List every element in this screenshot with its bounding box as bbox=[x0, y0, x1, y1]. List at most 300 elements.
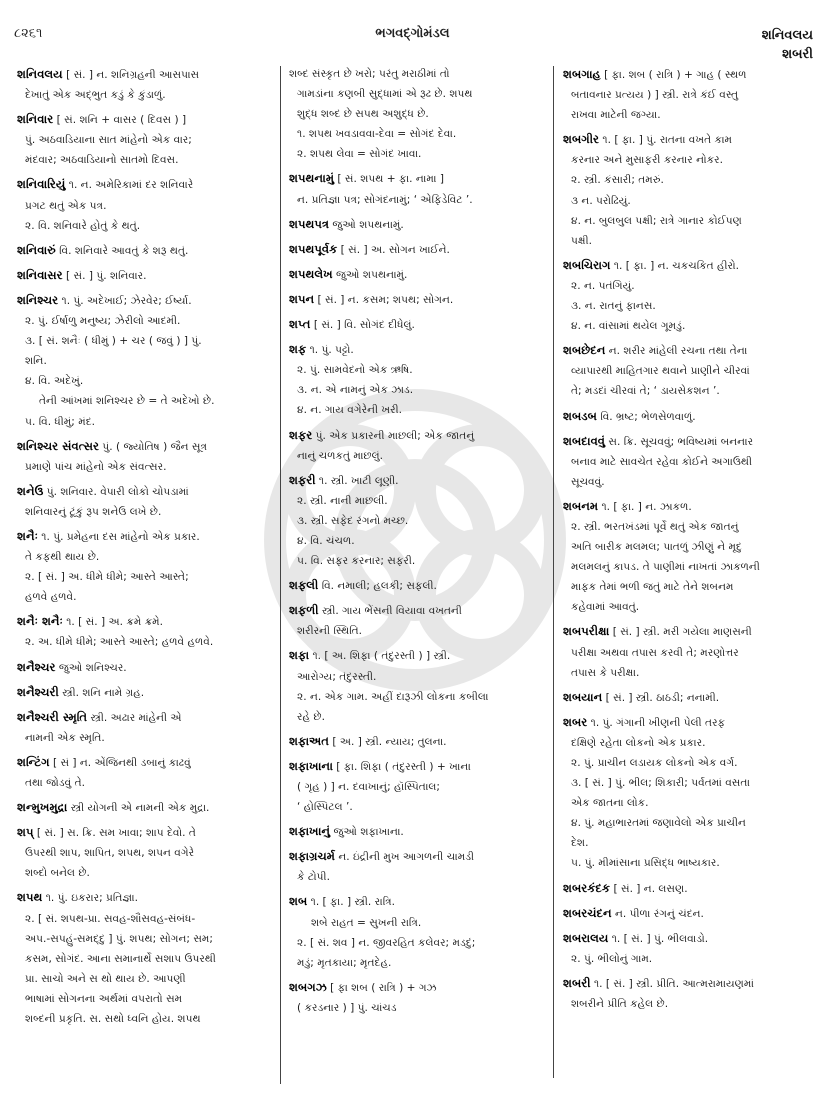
entry-first-line bbox=[17, 109, 273, 130]
entry-line bbox=[17, 85, 273, 105]
definition-text: ૫. વિ. ધીમું; મંદ. bbox=[25, 415, 95, 428]
entry-first-line bbox=[289, 214, 546, 235]
definition-text: દેશ. bbox=[571, 837, 589, 850]
dictionary-entry bbox=[289, 289, 546, 310]
dictionary-entry bbox=[17, 481, 273, 522]
dictionary-entry bbox=[563, 340, 817, 401]
entry-line bbox=[289, 144, 546, 164]
headword: શનિશ્ચર bbox=[17, 292, 59, 307]
definition-text: બતાવનાર પ્રત્યય ) ] સ્ત્રી. રાત્રે કંઈ વસ્તુ bbox=[571, 89, 739, 102]
entry-first-line bbox=[17, 887, 273, 908]
entry-line bbox=[563, 316, 817, 336]
definition-text: ૨. સ્ત્રી. નાની માછલી. bbox=[297, 494, 388, 507]
entry-line bbox=[289, 491, 546, 511]
entry-line bbox=[17, 949, 273, 969]
dictionary-entry bbox=[289, 64, 546, 164]
entry-first-line bbox=[289, 575, 546, 596]
dictionary-entry bbox=[289, 214, 546, 235]
definition-text: [ સં. ] સ્ત્રી. ઠાઠડી; નનામી. bbox=[605, 691, 720, 704]
entry-first-line bbox=[17, 240, 273, 261]
entry-first-line bbox=[563, 712, 817, 733]
entry-line bbox=[563, 813, 817, 833]
definition-text: બનાવ માટે સાવચેત રહેવા કોઈને અગાઉથી bbox=[571, 455, 753, 468]
definition-text: કરનાર અને મુસાફરી કરનાર નોકર. bbox=[571, 154, 723, 167]
entry-first-line bbox=[17, 707, 273, 728]
definition-text: ઉપરથી શાપ, શાપિત, શપથ, શપન વગેરે bbox=[25, 847, 195, 860]
column-divider bbox=[553, 66, 554, 1078]
dictionary-entry bbox=[17, 887, 273, 1029]
entry-line bbox=[563, 833, 817, 853]
definition-text: ૨. પું. પ્રાચીન લડાયક લોકનો એક વર્ગ. bbox=[571, 757, 738, 769]
entry-line bbox=[563, 577, 817, 597]
definition-text: [ સં. ] ન. લસણ. bbox=[613, 882, 688, 895]
entry-line bbox=[563, 793, 817, 813]
entry-first-line bbox=[17, 822, 273, 843]
column-1 bbox=[17, 64, 273, 1033]
definition-text: ૨. [ સં. શપથ-પ્રા. સવહ-શૌસવહ-સંબંધ- bbox=[25, 912, 196, 925]
entry-line bbox=[17, 351, 273, 371]
entry-line bbox=[17, 371, 273, 391]
entry-first-line bbox=[17, 657, 273, 678]
definition-text: સ્ત્રી યોગની એ નામની એક મુદ્રા. bbox=[70, 802, 210, 815]
definition-text: શબે રાહત = સુખની રાત્રિ. bbox=[311, 916, 422, 929]
dictionary-entry bbox=[17, 64, 273, 105]
definition-text: કે ટોપી. bbox=[297, 871, 330, 884]
headword: શનિવાર bbox=[17, 112, 54, 127]
definition-text: ૧. [ સં. ] અ. ક્રમે ક્રમે. bbox=[66, 616, 164, 629]
entry-line bbox=[17, 502, 273, 522]
definition-text: ૧. [ ફા. ] પું. રાતના વખતે કામ bbox=[602, 134, 733, 147]
definition-text: વિ. શનિવારે આવતું કે શરૂ થતું. bbox=[59, 244, 189, 257]
column-3 bbox=[563, 64, 817, 1018]
dictionary-entry bbox=[563, 687, 817, 708]
entry-first-line bbox=[17, 64, 273, 85]
dictionary-entry bbox=[17, 265, 273, 286]
definition-text: [ સં. શપથ + ફા. નામા ] bbox=[337, 173, 444, 186]
entry-line bbox=[17, 567, 273, 587]
entry-line bbox=[563, 537, 817, 557]
definition-text: ૨. [ સં. શવ ] ન. જીવરહિત કલેવર; મડદું; bbox=[297, 936, 476, 949]
definition-text: ૧. શપથ ખવડાવવા-દેવા = સોગંદ દેવા. bbox=[297, 128, 457, 141]
entry-line bbox=[563, 85, 817, 105]
dictionary-entry bbox=[289, 756, 546, 817]
entry-line bbox=[563, 211, 817, 231]
dictionary-entry bbox=[289, 575, 546, 596]
definition-text: [ સં. ] સ્ત્રી. મરી ગયેલા માણસની bbox=[612, 626, 752, 639]
entry-line bbox=[563, 170, 817, 190]
dictionary-entry bbox=[289, 239, 546, 260]
headword: શનિવલય bbox=[17, 67, 63, 81]
definition-text: સ્ત્રી. શનિ નામે ગ્રહ. bbox=[62, 686, 145, 699]
definition-text: ૫. પું. મીમાંસાના પ્રસિદ્ધ ભાષ્યકાર. bbox=[571, 857, 720, 870]
headword: શબપરીક્ષા bbox=[563, 624, 610, 639]
entry-line bbox=[563, 517, 817, 537]
definition-text: પક્ષી. bbox=[571, 234, 592, 247]
definition-text: પું. અઠવાડિયાના સાત માંહેનો એક વાર; bbox=[25, 134, 192, 147]
definition-text: ૧. પું. ગંગાની ખીણની પેલી તરફ bbox=[590, 716, 726, 729]
entry-line bbox=[289, 511, 546, 531]
entry-first-line bbox=[17, 265, 273, 286]
entry-line bbox=[289, 531, 546, 551]
definition-text: [ સં. શનિ + વાસર ( દિવસ ) ] bbox=[56, 114, 187, 127]
entry-first-line bbox=[289, 756, 546, 777]
dictionary-entry bbox=[17, 682, 273, 703]
definition-text: મંદવાર; અઠવાડિયાનો સાતમો દિવસ. bbox=[25, 154, 179, 167]
entry-first-line bbox=[289, 264, 546, 285]
dictionary-entry bbox=[563, 973, 817, 1014]
entry-first-line bbox=[289, 731, 546, 752]
entry-first-line bbox=[563, 621, 817, 642]
headword: શફર bbox=[289, 427, 313, 442]
definition-text: મડું; મૃતકાયા; મૃતદેહ. bbox=[297, 956, 392, 969]
entry-first-line bbox=[289, 289, 546, 310]
headword: શફાઅત bbox=[289, 733, 329, 748]
entry-first-line bbox=[563, 878, 817, 899]
definition-text: એક જાતના લોક. bbox=[571, 797, 649, 810]
definition-text: ૧. [ ફા. ] ન. ચકચકિત હીરો. bbox=[613, 259, 740, 272]
entry-first-line bbox=[563, 687, 817, 708]
definition-text: [ સં. ] ન. શનિગ્રહની આસપાસ bbox=[66, 69, 200, 81]
definition-text: ૨. પું. ઈર્ષાળુ મનુષ્ય; ઝેરીલો આદમી. bbox=[25, 315, 181, 328]
definition-text: જુઓ શનિશ્ચર. bbox=[58, 661, 127, 674]
definition-text: [ સં. ] પું. શનિવાર. bbox=[66, 269, 147, 282]
headword: શનિવારિયું bbox=[17, 177, 66, 192]
entry-line bbox=[289, 621, 546, 641]
definition-text: ૪. ન. વાંસામાં થયેલ ગૂમડું. bbox=[571, 320, 686, 333]
headword: શપ્ bbox=[17, 825, 34, 840]
entry-first-line bbox=[289, 600, 546, 621]
dictionary-entry bbox=[563, 431, 817, 492]
entry-first-line bbox=[17, 481, 273, 502]
definition-text: [ સં. ] અ. સોગન ખાઈને. bbox=[340, 243, 450, 256]
entry-first-line bbox=[563, 973, 817, 994]
definition-text: ૫. વિ. સફર કરનાર; સફરી. bbox=[297, 555, 416, 568]
entry-line bbox=[563, 381, 817, 401]
definition-text: ૧. [ અ. શિફા ( તંદુરસ્તી ) ] સ્ત્રી. bbox=[312, 650, 451, 663]
definition-text: શબ્દની પ્રકૃતિ. સ. સથો ધ્વનિ હોય. શપથ bbox=[25, 1013, 201, 1026]
entry-first-line bbox=[289, 339, 546, 360]
definition-text: શબ્દ સંસ્કૃત છે ખરો; પરંતુ મરાઠીમાં તો bbox=[289, 68, 450, 80]
definition-text: મલમલનું કાપડ. તે પાણીમાં નાખતાં ઝાકળની bbox=[571, 561, 760, 574]
definition-text: ૧. પું. પ્રમેહના દસ માંહેનો એક પ્રકાર. bbox=[41, 530, 200, 543]
definition-text: પું. ( જ્યોતિષ ) જૈન સૂત્ર bbox=[102, 440, 207, 453]
definition-text: આરોગ્ય; તંદુરસ્તી. bbox=[297, 670, 377, 683]
dictionary-entry bbox=[17, 240, 273, 261]
entry-first-line bbox=[289, 64, 546, 84]
headword: શફળી bbox=[289, 603, 319, 618]
headword: શબડબ bbox=[563, 408, 597, 423]
definition-text: ૪. ન. બુલબુલ પક્ષી; રાત્રે ગાનાર કોઈપણ bbox=[571, 214, 742, 227]
headword: શફાખાના bbox=[289, 758, 333, 773]
definition-text: ૧. પું. ઇકરાર; પ્રતિજ્ઞા. bbox=[45, 892, 138, 905]
definition-text: સ. ક્રિ. સૂચવવું; ભવિષ્યમાં બનનાર bbox=[608, 435, 754, 448]
definition-text: શરીરની સ્થિતિ. bbox=[297, 625, 362, 638]
dictionary-entry bbox=[289, 821, 546, 842]
definition-text: ‘ હોસ્પિટલ ’. bbox=[297, 801, 353, 814]
headword: શફા bbox=[289, 648, 310, 663]
dictionary-entry bbox=[289, 168, 546, 209]
headword: શનૈશ્ચર bbox=[17, 659, 56, 674]
entry-line bbox=[17, 1009, 273, 1029]
entry-line bbox=[17, 909, 273, 929]
definition-text: ( કરડનાર ) ] પું. ચાંચડ bbox=[297, 1001, 397, 1014]
definition-text: [ ફા. શિફા ( તંદુરસ્તી ) + ખાના bbox=[336, 760, 471, 773]
dictionary-entry bbox=[289, 645, 546, 726]
guide-words bbox=[762, 26, 813, 64]
definition-text: પું. શનિવાર. વેપારી લોકો ચોપડામાં bbox=[46, 485, 189, 498]
headword: શફલી bbox=[289, 578, 319, 593]
definition-text: ૨. પું. ભીલોનું ગામ. bbox=[571, 952, 653, 965]
entry-line bbox=[17, 929, 273, 949]
entry-first-line bbox=[17, 682, 273, 703]
entry-line bbox=[17, 863, 273, 883]
definition-text: વિ. નમાલી; હલકી; સફલી. bbox=[321, 580, 437, 593]
entry-first-line bbox=[563, 431, 817, 452]
definition-text: [ અ. ] સ્ત્રી. ન્યાય; તુલના. bbox=[332, 735, 447, 748]
headword: શબરકંદક bbox=[563, 880, 611, 895]
headword: શબગઝ bbox=[289, 979, 327, 994]
entry-line bbox=[17, 331, 273, 351]
entry-line bbox=[17, 311, 273, 331]
definition-text: પ્રમાણે પાંચ માંહેનો એક સંવત્સર. bbox=[25, 460, 167, 473]
entry-line bbox=[563, 949, 817, 969]
entry-line bbox=[17, 196, 273, 216]
definition-text: [ સં. ] સ. ક્રિ. સમ ખાવા; શાપ દેવો. તે bbox=[36, 827, 196, 840]
dictionary-entry bbox=[17, 526, 273, 607]
entry-first-line bbox=[289, 977, 546, 998]
entry-line bbox=[563, 994, 817, 1014]
dictionary-entry bbox=[289, 339, 546, 420]
entry-line bbox=[289, 446, 546, 466]
entry-line bbox=[563, 150, 817, 170]
definition-text: પ્રા. સાચો અને સ થો થાય છે. આપણી bbox=[25, 972, 186, 985]
entry-first-line bbox=[289, 168, 546, 189]
entry-first-line bbox=[563, 928, 817, 949]
headword: શફરી bbox=[289, 472, 316, 487]
entry-first-line bbox=[563, 255, 817, 276]
definition-text: રહે છે. bbox=[297, 710, 325, 723]
definition-text: ૩. [ સં. ] પું. ભીલ; શિકારી; પર્વતમાં વસતા bbox=[571, 777, 750, 790]
definition-text: ૨. પું. સામવેદનો એક ઋષિ. bbox=[297, 364, 413, 377]
entry-line bbox=[289, 84, 546, 104]
dictionary-entry bbox=[289, 425, 546, 466]
definition-text: સૂચવવું. bbox=[571, 475, 605, 488]
entry-line bbox=[17, 969, 273, 989]
entry-first-line bbox=[17, 174, 273, 195]
entry-line bbox=[17, 632, 273, 652]
headword: શનેઉ bbox=[17, 483, 44, 498]
definition-text: [ ફા શબ ( રાત્રિ ) + ગઝ bbox=[330, 981, 437, 994]
headword: શનૈઃ bbox=[17, 528, 38, 543]
entry-line bbox=[563, 296, 817, 316]
definition-text: અપ.-સપહું-સમદ્દુ ] પું. શપથ; સોગન; સમ; bbox=[25, 932, 213, 945]
entry-line bbox=[289, 998, 546, 1018]
guide-word-first: શનિવલય bbox=[761, 28, 813, 43]
entry-line bbox=[17, 412, 273, 432]
definition-text: તે કફથી થાય છે. bbox=[25, 551, 100, 564]
headword: શપ્ત bbox=[289, 317, 311, 332]
headword: શપથલેખ bbox=[289, 266, 333, 281]
page-number: ૮૨૬૧ bbox=[14, 26, 43, 41]
headword: શપથપત્ર bbox=[289, 216, 330, 231]
definition-text: ભાષામાં સોગનના અર્થમાં વપરાતો સમ bbox=[25, 992, 183, 1005]
entry-line bbox=[17, 773, 273, 793]
entry-line bbox=[563, 643, 817, 663]
entry-line bbox=[289, 551, 546, 571]
entry-line bbox=[289, 933, 546, 953]
dictionary-entry bbox=[563, 406, 817, 427]
definition-text: કહેવામાં આવતું. bbox=[571, 601, 640, 614]
dictionary-entry bbox=[563, 255, 817, 336]
definition-text: ૨. શપથ લેવા = સોગંદ ખાવા. bbox=[297, 148, 422, 161]
entry-first-line bbox=[563, 129, 817, 150]
entry-first-line bbox=[289, 821, 546, 842]
definition-text: ૨. ન. પતંગિયું. bbox=[571, 279, 635, 292]
entry-first-line bbox=[289, 425, 546, 446]
entry-line bbox=[563, 557, 817, 577]
definition-text: ૧. [ ફા. ] સ્ત્રી. રાત્રિ. bbox=[310, 896, 395, 909]
entry-line bbox=[563, 472, 817, 492]
dictionary-entry bbox=[563, 712, 817, 874]
definition-text: ૧. ન. અમેરિકામાં દર શનિવારે bbox=[68, 179, 194, 192]
headword: શબ bbox=[289, 894, 308, 909]
entry-first-line bbox=[563, 496, 817, 517]
definition-text: કસમ, સોગંદ. આના સમાનાર્થે સશાપ ઉપરથી bbox=[25, 952, 216, 965]
book-title: ભગવદ્ગોમંડલ bbox=[375, 26, 450, 41]
definition-text: તેની આંખમાં શનિશ્ચર છે = તે અદેખો છે. bbox=[39, 395, 215, 408]
definition-text: હળવે હળવે. bbox=[25, 591, 77, 604]
entry-line bbox=[17, 843, 273, 863]
entry-line bbox=[289, 867, 546, 887]
dictionary-entry bbox=[563, 621, 817, 682]
dictionary-entry bbox=[17, 174, 273, 235]
definition-text: ૧. પું. અદેખાઈ; ઝેરવેર; ઈર્ષ્યા. bbox=[61, 294, 192, 307]
definition-text: શબ્દો બનેલ છે. bbox=[25, 867, 90, 880]
headword: શબગીર bbox=[563, 132, 600, 147]
entry-line bbox=[289, 953, 546, 973]
entry-first-line bbox=[17, 611, 273, 632]
dictionary-entry bbox=[289, 977, 546, 1018]
headword: શબયાન bbox=[563, 689, 603, 704]
dictionary-entry bbox=[563, 903, 817, 924]
definition-text: ન. ઇંદ્રીની મુખ આગળની ચામડી bbox=[338, 851, 475, 864]
headword: શનૈઃ શનૈઃ bbox=[17, 614, 63, 629]
headword: શબરાલય bbox=[563, 930, 609, 945]
definition-text: તપાસ કે પરીક્ષા. bbox=[571, 666, 640, 679]
entry-first-line bbox=[17, 290, 273, 311]
entry-line bbox=[17, 547, 273, 567]
entry-line bbox=[563, 276, 817, 296]
dictionary-entry bbox=[563, 64, 817, 125]
definition-text: સ્ત્રી. ગાય ભેંસની વિયાવા વખતની bbox=[321, 605, 462, 618]
headword: શનિશ્ચર સંવત્સર bbox=[17, 438, 99, 453]
headword: શપથપૂર્વક bbox=[289, 241, 338, 256]
headword: શનિવાસર bbox=[17, 267, 63, 282]
dictionary-entry bbox=[289, 731, 546, 752]
definition-text: ૨. [ સં. ] અ. ધીમે ધીમે; આસ્તે આસ્તે; bbox=[25, 571, 189, 584]
headword: શબગાહ bbox=[563, 67, 601, 81]
definition-text: વ્યાપારથી માહિતગાર થવાને પ્રાણીને ચીરવાં bbox=[571, 365, 750, 378]
entry-line bbox=[563, 753, 817, 773]
entry-line bbox=[289, 687, 546, 707]
definition-text: ૨. ન. એક ગામ. અહીં દારૂઝી લોકના કબીલા bbox=[297, 690, 489, 703]
definition-text: ૨. સ્ત્રી. ભરતખંડમાં પૂર્વે થતું એક જાતનું bbox=[571, 520, 739, 533]
guide-word-last: શબરી bbox=[782, 47, 813, 62]
definition-text: ૨. વિ. શનિવારે હોતું કે થતું. bbox=[25, 219, 141, 232]
definition-text: દેખાતું એક અદ્ભુત કડું કે કુંડાળું. bbox=[25, 89, 166, 102]
entry-line bbox=[563, 597, 817, 617]
dictionary-entry bbox=[17, 436, 273, 477]
definition-text: પરીક્ષા અથવા તપાસ કરવી તે; મરણોત્તર bbox=[571, 646, 739, 659]
column-2 bbox=[289, 64, 546, 1022]
entry-first-line bbox=[17, 752, 273, 773]
entry-first-line bbox=[17, 526, 273, 547]
entry-line bbox=[563, 773, 817, 793]
definition-text: ન. શરીર માંહેલી રચના તથા તેના bbox=[608, 345, 748, 358]
headword: શનિવારું bbox=[17, 242, 56, 257]
definition-text: દક્ષિણે રહેતા લોકનો એક પ્રકાર. bbox=[571, 736, 706, 749]
definition-text: ૨. સ્ત્રી. કંસારી; તમરું. bbox=[571, 174, 664, 187]
entry-first-line bbox=[289, 314, 546, 335]
dictionary-entry bbox=[289, 846, 546, 887]
dictionary-entry bbox=[563, 878, 817, 899]
dictionary-entry bbox=[17, 611, 273, 652]
entry-line bbox=[17, 216, 273, 236]
entry-line bbox=[563, 231, 817, 251]
definition-text: પ્રગટ થતું એક પત્ર. bbox=[25, 199, 107, 212]
definition-text: નાનું ચળકતું માછલું. bbox=[297, 449, 383, 462]
definition-text: જુઓ શપથનામું. bbox=[336, 268, 408, 281]
definition-text: ૪. પું. મહાભારતમાં જણાવેલો એક પ્રાચીન bbox=[571, 817, 746, 830]
definition-text: [ ફા. શબ ( રાત્રિ ) + ગાહ ( સ્થળ bbox=[604, 69, 747, 81]
headword: શબનમ bbox=[563, 498, 599, 513]
entry-line bbox=[17, 150, 273, 170]
entry-line bbox=[289, 400, 546, 420]
definition-text: રાખવા માટેની જગ્યા. bbox=[571, 109, 661, 122]
headword: શપથનામું bbox=[289, 171, 335, 186]
entry-line bbox=[563, 105, 817, 125]
entry-line bbox=[289, 667, 546, 687]
definition-text: વિ. ભ્રષ્ટ; ભેળસેળવાળું. bbox=[600, 410, 696, 423]
definition-text: ( ગૃહ ) ] ન. દવાખાનું; હૉસ્પિતાલ; bbox=[297, 781, 440, 793]
entry-first-line bbox=[563, 903, 817, 924]
headword: શન્ટિંગ bbox=[17, 754, 50, 769]
definition-text: શુદ્ધ શબ્દ છે સપથ અશુદ્ધ છે. bbox=[297, 108, 429, 121]
definition-text: શબરીને પ્રીતિ કહેલ છે. bbox=[571, 998, 669, 1011]
definition-text: અતિ બારીક મલમલ; પાતળું ઝીણું ને મૃદુ bbox=[571, 541, 742, 554]
entry-first-line bbox=[289, 891, 546, 912]
dictionary-entry bbox=[289, 264, 546, 285]
definition-text: [ સં. ] ન. કસમ; શપથ; સોગન. bbox=[317, 293, 454, 306]
definition-text: ૩. ન. રાતનું ફાનસ. bbox=[571, 300, 656, 313]
headword: શબરી bbox=[563, 975, 591, 990]
definition-text: ૩ ન. પરોઢિયું. bbox=[571, 194, 631, 207]
definition-text: તે; મડદાં ચીરવાં તે; ‘ ડાયસેકશન ’. bbox=[571, 385, 720, 398]
dictionary-entry bbox=[17, 707, 273, 748]
definition-text: તથા જોડવું તે. bbox=[25, 777, 85, 789]
headword: શફાખાનું bbox=[289, 824, 331, 839]
definition-text: ન. પ્રતિજ્ઞા પત્ર; સોગંદનામું; ‘ એફિડેવિટ ’. bbox=[297, 193, 473, 206]
entry-line bbox=[289, 104, 546, 124]
entry-line bbox=[17, 391, 273, 411]
headword: શનૈશ્ચરી bbox=[17, 684, 59, 699]
definition-text: ૨. અ. ધીમે ધીમે; આસ્તે આસ્તે; હળવે હળવે. bbox=[25, 636, 214, 649]
definition-text: [ સં ] ન. એંજિનથી ડબાનું કાઢવું bbox=[52, 756, 191, 769]
entry-line bbox=[563, 191, 817, 211]
definition-text: ૩. [ સં. શનૈઃ ( ધીમું ) + ચર ( જવું ) ] પું. bbox=[25, 335, 202, 348]
entry-first-line bbox=[289, 846, 546, 867]
definition-text: માફક તેમાં ભળી જતું માટે તેને શબનમ bbox=[571, 581, 734, 594]
